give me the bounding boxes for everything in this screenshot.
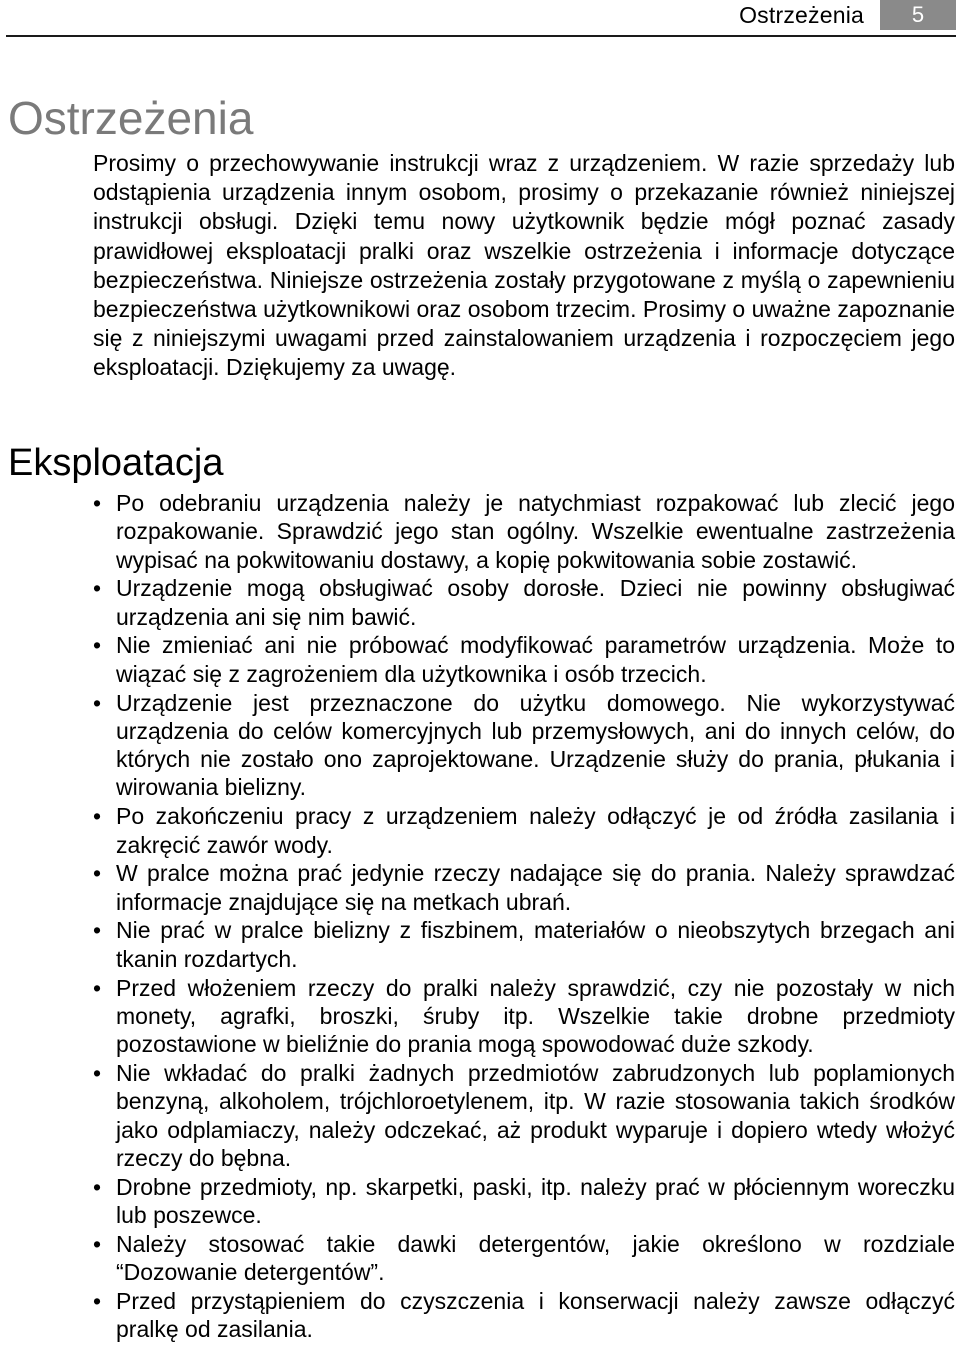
list-item	[0, 574, 955, 631]
bullet-dot-icon: •	[92, 1230, 102, 1257]
bullet-dot-icon: •	[92, 632, 102, 659]
section-title-operation: Eksploatacja	[8, 442, 224, 484]
list-item-text: Przed włożeniem rzeczy do pralki należy sprawdzić, czy nie pozostały w nich monety, agrafki, broszki, śruby itp. Wszelkie takie drobne przedmioty pozostawione w bieliźnie do prania mogą spowodować duże szkody.	[116, 974, 955, 1058]
list-item-text: Nie wkładać do pralki żadnych przedmiotów zabrudzonych lub poplamionych benzyną, alkoholem, trójchloroetylenem, itp. W razie stosowania takich środków jako odplamiaczy, należy odczekać, aż produkt wyparuje i dopiero wtedy włożyć rzeczy do bębna.	[116, 1059, 955, 1171]
section-title-warnings: Ostrzeżenia	[8, 92, 254, 144]
list-item-text: Po odebraniu urządzenia należy je natychmiast rozpakować lub zlecić jego rozpakowanie. Sprawdzić jego stan ogólny. Wszelkie ewentualne zastrzeżenia wypisać na pokwitowaniu dostawy, a kopię pokwitowania sobie zostawić.	[116, 490, 955, 573]
list-item-text: Nie zmieniać ani nie próbować modyfikować parametrów urządzenia. Może to wiązać się z zagrożeniem dla użytkownika i osób trzecich.	[116, 632, 955, 687]
list-item	[0, 1173, 955, 1230]
bullet-dot-icon: •	[92, 803, 102, 830]
list-item-text: Należy stosować takie dawki detergentów, jakie określono w rozdziale “Dozowanie detergentów”.	[116, 1230, 955, 1286]
list-item	[0, 689, 955, 802]
bullet-dot-icon: •	[92, 974, 102, 1001]
list-item	[0, 1230, 955, 1287]
list-item-text: Po zakończeniu pracy z urządzeniem należy odłączyć je od źródła zasilania i zakręcić zawór wody.	[116, 803, 955, 858]
intro-paragraph: Prosimy o przechowywanie instrukcji wraz z urządzeniem. W razie sprzedaży lub odstąpienia urządzenia innym osobom, prosimy o przekazanie również niniejszej instrukcji obsługi. Dzięki temu nowy użytkownik będzie mógł poznać zasady prawidłowej eksploatacji pralki oraz wszelkie ostrzeżenia i informacje dotyczące bezpieczeństwa. Niniejsze ostrzeżenia zostały przygotowane z myślą o zapewnieniu bezpieczeństwa użytkownikowi oraz osobom trzecim. Prosimy o uważne zapoznanie się z niniejszymi uwagami przed zainstalowaniem urządzenia i rozpoczęciem jego eksploatacji. Dziękujemy za uwagę.	[93, 150, 955, 381]
list-item	[0, 916, 955, 973]
list-item-text: Przed przystąpieniem do czyszczenia i konserwacji należy zawsze odłączyć pralkę od zasilania.	[116, 1287, 955, 1343]
bullet-dot-icon: •	[92, 689, 102, 716]
bullet-dot-icon: •	[92, 490, 102, 516]
page-number-badge: 5	[880, 0, 956, 30]
list-item-text: Urządzenie mogą obsługiwać osoby dorosłe. Dzieci nie powinny obsługiwać urządzenia ani się nim bawić.	[116, 575, 955, 630]
running-header-title: Ostrzeżenia	[739, 2, 864, 28]
list-item-text: Drobne przedmioty, np. skarpetki, paski, itp. należy prać w płóciennym woreczku lub poszewce.	[116, 1173, 955, 1228]
list-item-text: Nie prać w pralce bielizny z fiszbinem, materiałów o nieobszytych brzegach ani tkanin rozdartych.	[116, 917, 955, 972]
list-item-text: Urządzenie jest przeznaczone do użytku domowego. Nie wykorzystywać urządzenia do celów komercyjnych lub przemysłowych, ani do innych celów, do których nie zostało ono zaprojektowane. Urządzenie służy do prania, płukania i wirowania bielizny.	[116, 689, 955, 801]
bullet-list	[0, 489, 955, 1344]
list-item	[0, 1287, 955, 1344]
list-item	[0, 1059, 955, 1172]
header-divider	[6, 35, 956, 37]
bullet-dot-icon: •	[92, 1059, 102, 1086]
list-item	[0, 489, 955, 574]
list-item	[0, 974, 955, 1059]
list-item-text: W pralce można prać jedynie rzeczy nadające się do prania. Należy sprawdzać informacje znajdujące się na metkach ubrań.	[116, 860, 955, 915]
bullet-dot-icon: •	[92, 575, 102, 602]
bullet-dot-icon: •	[92, 860, 102, 887]
list-item	[0, 859, 955, 916]
page-header	[739, 0, 956, 30]
bullet-dot-icon: •	[92, 917, 102, 944]
list-item	[0, 631, 955, 688]
list-item	[0, 802, 955, 859]
bullet-dot-icon: •	[92, 1287, 102, 1314]
bullet-dot-icon: •	[92, 1173, 102, 1200]
